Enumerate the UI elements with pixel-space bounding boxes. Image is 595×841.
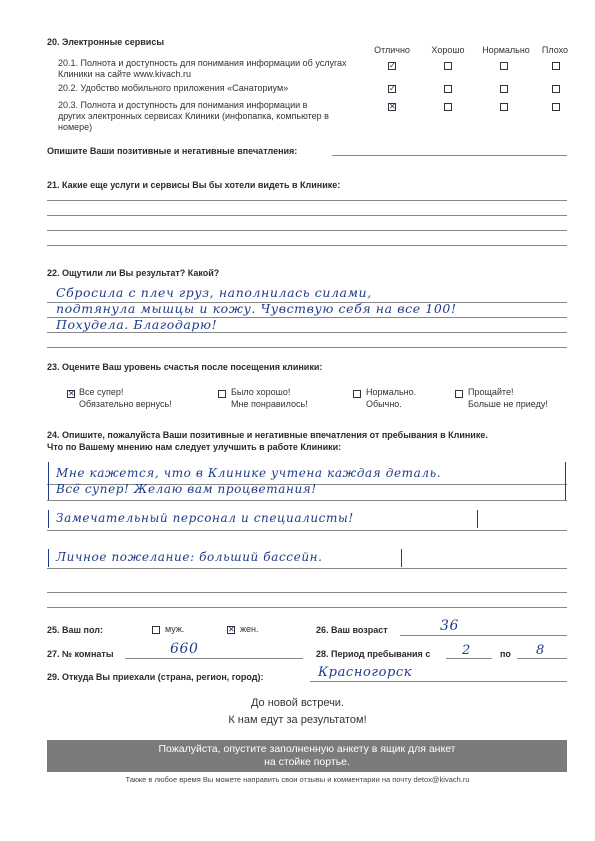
- room-label: 27. № комнаты: [47, 649, 114, 659]
- item-20-1-bad-checkbox[interactable]: [552, 62, 560, 70]
- stay-period-label: 28. Период пребывания с: [316, 649, 431, 659]
- answer-line[interactable]: [47, 607, 567, 608]
- item-20-3-good-checkbox[interactable]: [444, 103, 452, 111]
- happiness-option-bye-label: Прощайте! Больше не приеду!: [468, 387, 548, 409]
- handwritten-answer-line: Сбросила с плеч груз, наполнилась силами,: [56, 285, 372, 300]
- section-24-title-line1: 24. Опишите, пожалуйста Ваши позитивные и негативные впечатления от пребывания в Клинике.: [47, 430, 488, 440]
- banner-line2: на стойке портье.: [264, 756, 350, 768]
- section-24-title-line2: Что по Вашему мнению нам следует улучшить в работе Клиники:: [47, 442, 342, 452]
- item-20-1-normal-checkbox[interactable]: [500, 62, 508, 70]
- item-20-2-label: 20.2. Удобство мобильного приложения «Санаториум»: [58, 83, 289, 93]
- gender-label: 25. Ваш пол:: [47, 625, 103, 635]
- happiness-option-super-checkbox[interactable]: [67, 390, 75, 398]
- item-20-3-label: 20.3. Полнота и доступность для понимания информации в других электронных сервисах Клиники (инфопапка, компьютер в номере): [58, 100, 329, 132]
- age-value: 36: [440, 618, 460, 634]
- closing-line1: До новой встречи.: [250, 697, 345, 709]
- stay-to-value: 8: [536, 643, 545, 658]
- origin-label: 29. Откуда Вы приехали (страна, регион, город):: [47, 672, 264, 682]
- answer-line[interactable]: [47, 200, 567, 201]
- item-20-3-normal-checkbox[interactable]: [500, 103, 508, 111]
- section-22-title: 22. Ощутили ли Вы результат? Какой?: [47, 268, 220, 278]
- item-20-2-bad-checkbox[interactable]: [552, 85, 560, 93]
- handwritten-answer-line: Замечательный персонал и специалисты!: [56, 511, 354, 525]
- drop-off-banner: [47, 740, 567, 772]
- stay-to-line[interactable]: [517, 658, 567, 659]
- column-header-bad: Плохо: [541, 45, 569, 55]
- answer-line[interactable]: [47, 245, 567, 246]
- room-value: 660: [170, 641, 199, 657]
- item-20-2-excellent-checkbox[interactable]: [388, 85, 396, 93]
- room-line[interactable]: [125, 658, 303, 659]
- gender-male-checkbox[interactable]: [152, 626, 160, 634]
- handwritten-answer-line: Похудела. Благодарю!: [56, 317, 218, 332]
- handwritten-answer-line: Всё супер! Желаю вам процветания!: [56, 482, 317, 496]
- answer-line[interactable]: [47, 215, 567, 216]
- item-20-2-good-checkbox[interactable]: [444, 85, 452, 93]
- answer-line[interactable]: [47, 592, 567, 593]
- section-21-title: 21. Какие еще услуги и сервисы Вы бы хотели видеть в Клинике:: [47, 180, 341, 190]
- answer-line[interactable]: [47, 530, 567, 531]
- check-mark-icon: ✓: [389, 61, 396, 70]
- section-20-comment-label: Опишите Ваши позитивные и негативные впечатления:: [47, 146, 298, 156]
- section-20-title: 20. Электронные сервисы: [47, 37, 165, 47]
- happiness-option-good-label: Было хорошо! Мне понравилось!: [231, 387, 308, 409]
- answer-line[interactable]: [47, 332, 567, 333]
- origin-line[interactable]: [310, 681, 567, 682]
- age-line[interactable]: [400, 635, 567, 636]
- stay-from-line[interactable]: [446, 658, 492, 659]
- happiness-option-normal-label: Нормально. Обычно.: [366, 387, 417, 409]
- answer-line[interactable]: [47, 347, 567, 348]
- column-header-excellent: Отлично: [374, 45, 410, 55]
- happiness-option-normal-checkbox[interactable]: [353, 390, 361, 398]
- cross-mark-icon: ✕: [389, 102, 396, 111]
- cross-mark-icon: ✕: [68, 389, 75, 398]
- gender-female-label: жен.: [240, 624, 259, 634]
- item-20-1-good-checkbox[interactable]: [444, 62, 452, 70]
- banner-line1: Пожалуйста, опустите заполненную анкету в ящик для анкет: [158, 743, 456, 755]
- age-label: 26. Ваш возраст: [316, 625, 388, 635]
- gender-male-label: муж.: [165, 624, 185, 634]
- closing-line2: К нам едут за результатом!: [228, 714, 367, 726]
- stay-to-label: по: [500, 649, 511, 659]
- answer-line[interactable]: [47, 230, 567, 231]
- handwritten-answer-line: Мне кажется, что в Клинике учтена каждая деталь.: [56, 466, 442, 480]
- answer-line[interactable]: [47, 500, 567, 501]
- handwritten-answer-line: подтянула мышцы и кожу. Чувствую себя на все 100!: [56, 301, 457, 316]
- column-header-good: Хорошо: [431, 45, 465, 55]
- happiness-option-good-checkbox[interactable]: [218, 390, 226, 398]
- section-23-title: 23. Оцените Ваш уровень счастья после посещения клиники:: [47, 362, 323, 372]
- item-20-1-excellent-checkbox[interactable]: [388, 62, 396, 70]
- cross-mark-icon: ✕: [228, 625, 235, 634]
- answer-line[interactable]: [332, 155, 567, 156]
- happiness-option-bye-checkbox[interactable]: [455, 390, 463, 398]
- item-20-3-excellent-checkbox[interactable]: [388, 103, 396, 111]
- column-header-normal: Нормально: [482, 45, 530, 55]
- handwritten-answer-line: Личное пожелание: больший бассейн.: [56, 550, 323, 564]
- happiness-option-super-label: Все супер! Обязательно вернусь!: [79, 387, 172, 409]
- stay-from-value: 2: [462, 643, 471, 658]
- item-20-2-normal-checkbox[interactable]: [500, 85, 508, 93]
- item-20-1-label: 20.1. Полнота и доступность для понимания информации об услугах Клиники на сайте www.kivach.ru: [58, 58, 347, 79]
- feedback-email-note: Также в любое время Вы можете направить свои отзывы и комментарии на почту detox@kivach.ru: [125, 775, 470, 784]
- gender-female-checkbox[interactable]: [227, 626, 235, 634]
- origin-value: Красногорск: [318, 665, 413, 680]
- item-20-3-bad-checkbox[interactable]: [552, 103, 560, 111]
- answer-line[interactable]: [47, 568, 567, 569]
- check-mark-icon: ✓: [389, 84, 396, 93]
